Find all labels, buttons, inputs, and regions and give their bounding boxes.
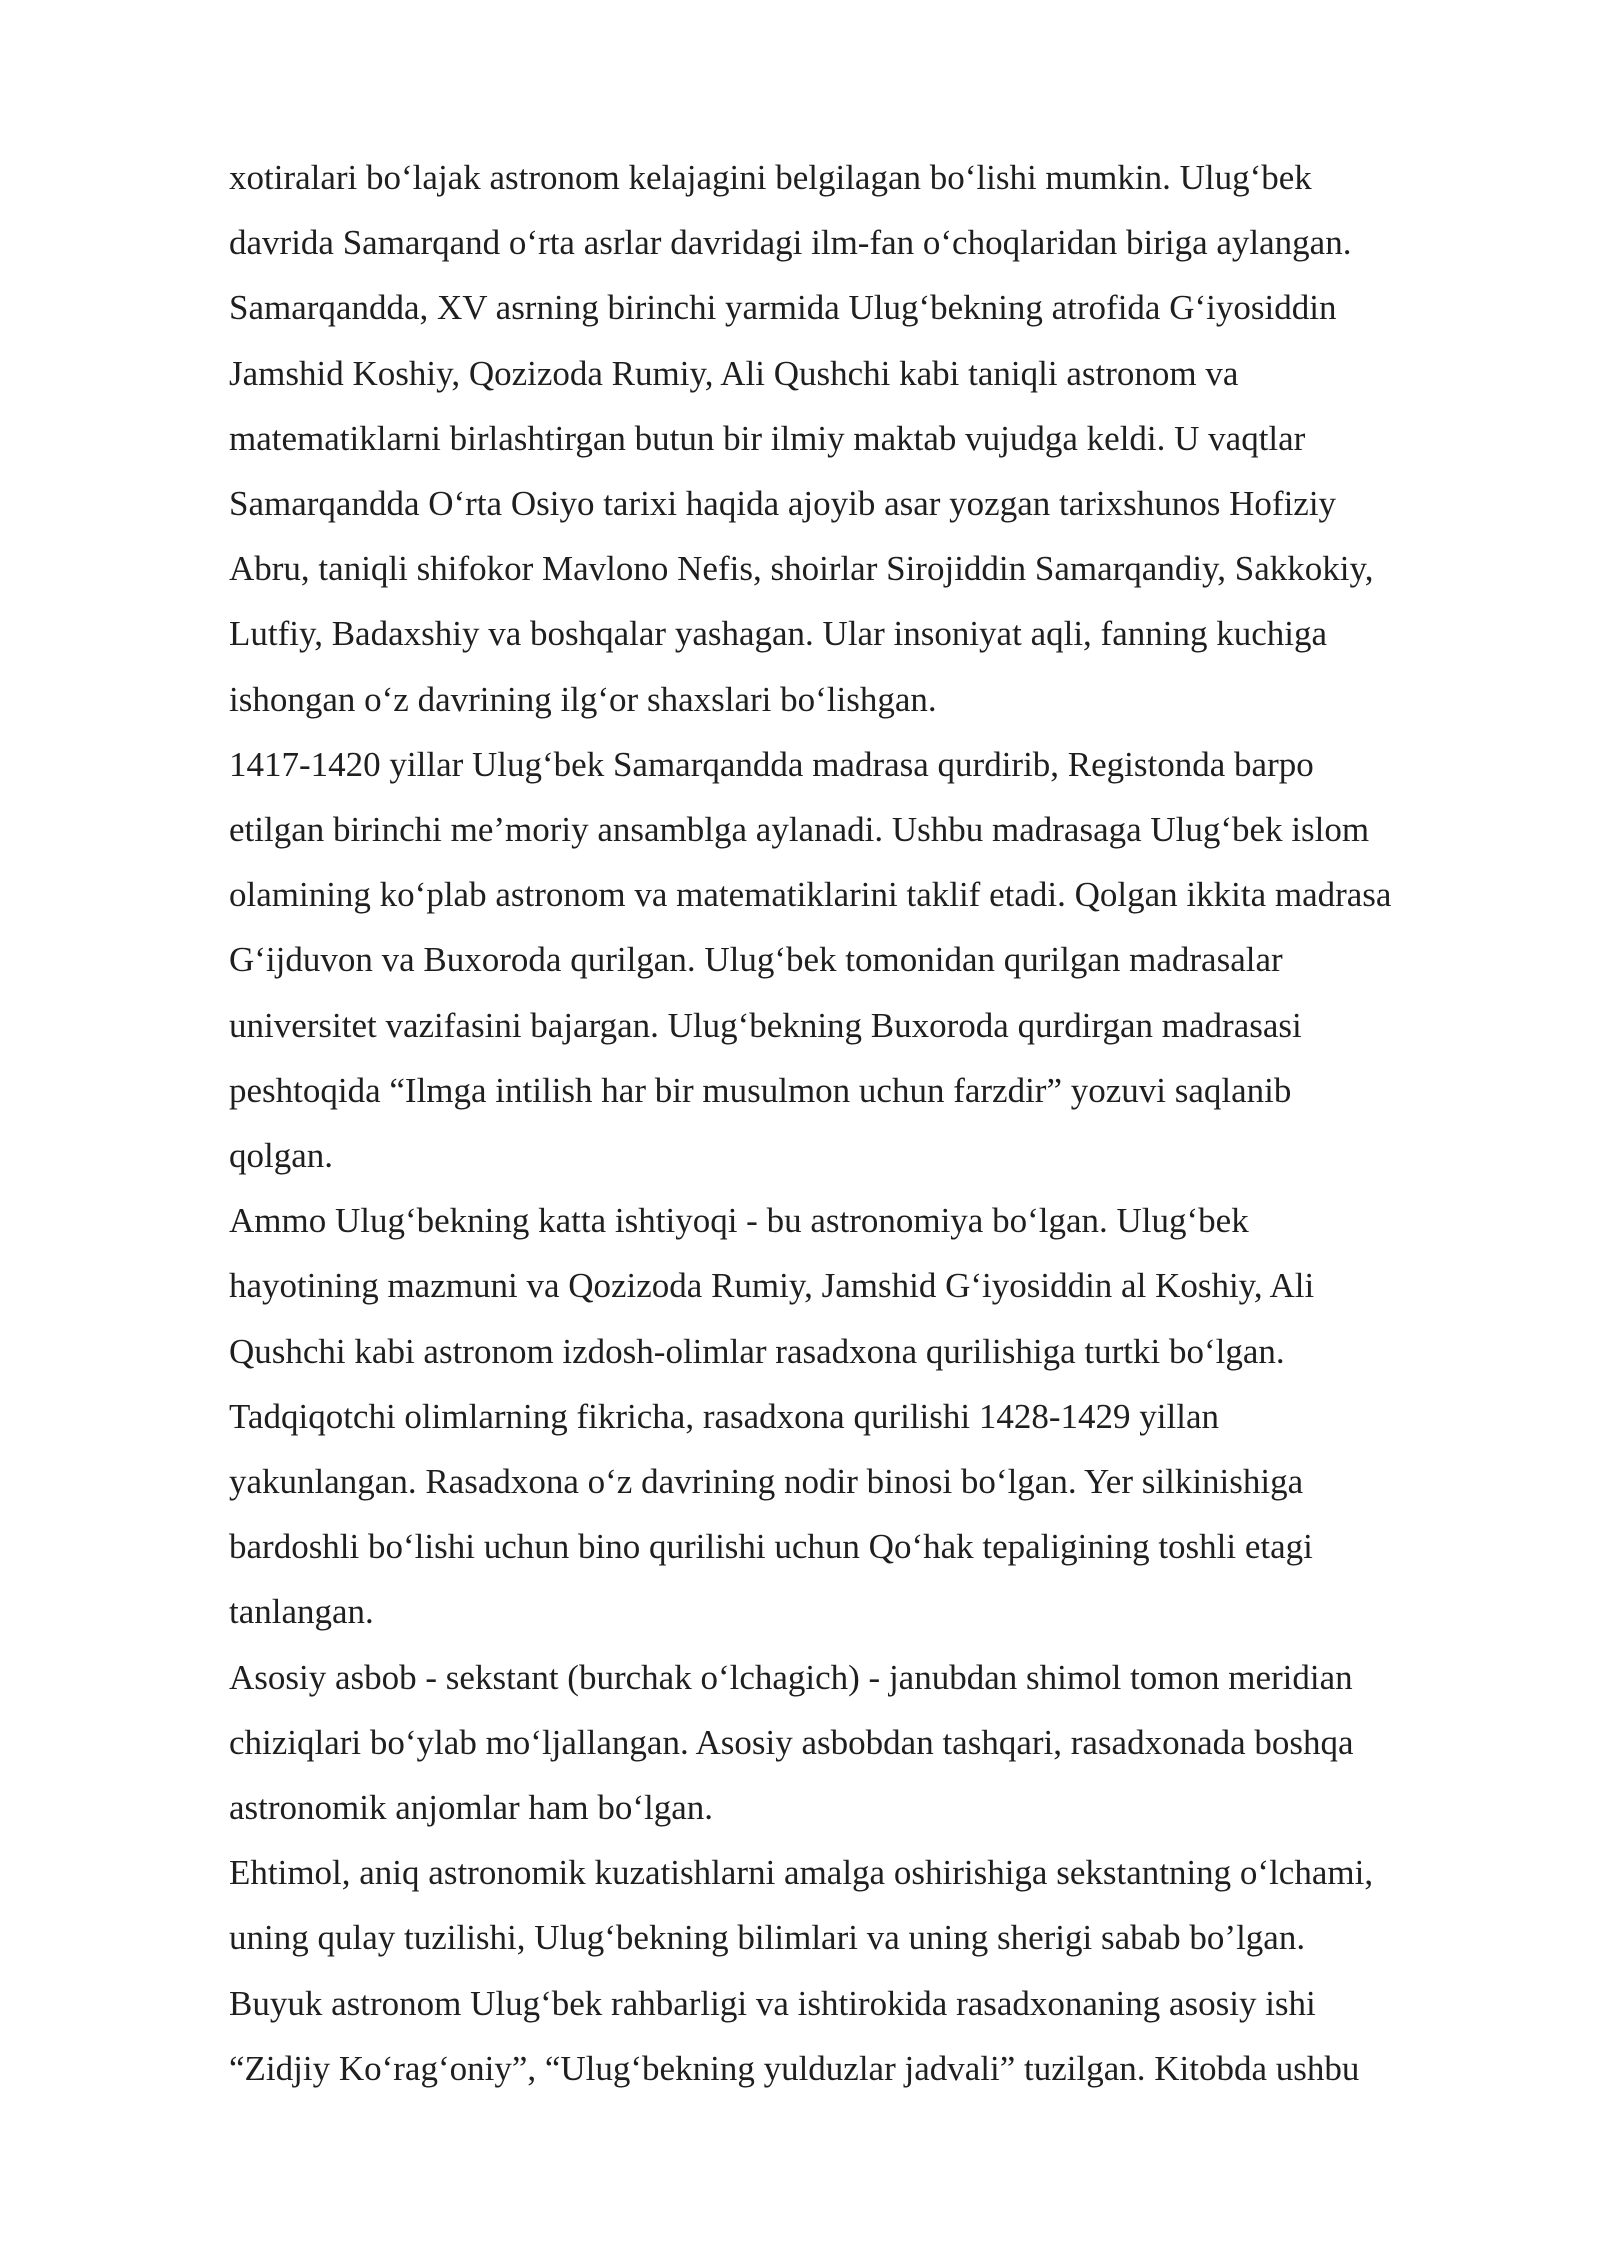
paragraph-ulugbek-samarkand-scholars xyxy=(229,145,1519,732)
text-line: G‘ijduvon va Buxoroda qurilgan. Ulug‘bek tomonidan qurilgan madrasalar xyxy=(229,940,1283,980)
text-line: Qushchi kabi astronom izdosh-olimlar rasadxona qurilishiga turtki bo‘lgan. xyxy=(229,1331,1285,1371)
text-line: yakunlangan. Rasadxona o‘z davrining nodir binosi bo‘lgan. Yer silkinishiga xyxy=(229,1462,1304,1502)
text-line: 1417-1420 yillar Ulug‘bek Samarqandda madrasa qurdirib, Registonda barpo xyxy=(229,744,1314,784)
text-line: “Zidjiy Ko‘rag‘oniy”, “Ulug‘bekning yulduzlar jadvali” tuzilgan. Kitobda ushbu xyxy=(229,2048,1360,2088)
text-line: etilgan birinchi me’moriy ansamblga aylanadi. Ushbu madrasaga Ulug‘bek islom xyxy=(229,810,1370,850)
text-line: tanlangan. xyxy=(229,1592,374,1632)
text-line: Ehtimol, aniq astronomik kuzatishlarni amalga oshirishiga sekstantning o‘lchami, xyxy=(229,1853,1374,1893)
text-line: peshtoqida “Ilmga intilish har bir musulmon uchun farzdir” yozuvi saqlanib xyxy=(229,1070,1292,1110)
text-line: astronomik anjomlar ham bo‘lgan. xyxy=(229,1788,714,1828)
text-line: bardoshli bo‘lishi uchun bino qurilishi uchun Qo‘hak tepaligining toshli etagi xyxy=(229,1527,1313,1567)
text-line: matematiklarni birlashtirgan butun bir ilmiy maktab vujudga keldi. U vaqtlar xyxy=(229,418,1306,458)
text-line: olamining ko‘plab astronom va matematiklarini taklif etadi. Qolgan ikkita madrasa xyxy=(229,875,1392,915)
paragraph-madrasas xyxy=(229,732,1519,1188)
document-body xyxy=(229,145,1519,2101)
text-line: uning qulay tuzilishi, Ulug‘bekning bilimlari va uning sherigi sabab bo’lgan. xyxy=(229,1918,1306,1958)
text-line: chiziqlari bo‘ylab mo‘ljallangan. Asosiy asbobdan tashqari, rasadxonada boshqa xyxy=(229,1722,1354,1762)
text-line: Ammo Ulug‘bekning katta ishtiyoqi - bu astronomiya bo‘lgan. Ulug‘bek xyxy=(229,1201,1249,1241)
text-line: qolgan. xyxy=(229,1136,334,1176)
text-line: Tadqiqotchi olimlarning fikricha, rasadxona qurilishi 1428-1429 yillan xyxy=(229,1396,1219,1436)
text-line: Lutfiy, Badaxshiy va boshqalar yashagan. Ular insoniyat aqli, fanning kuchiga xyxy=(229,614,1328,654)
text-line: Abru, taniqli shifokor Mavlono Nefis, shoirlar Sirojiddin Samarqandiy, Sakkokiy, xyxy=(229,549,1374,589)
paragraph-observatory xyxy=(229,1188,1519,1644)
text-line: Asosiy asbob - sekstant (burchak o‘lchagich) - janubdan shimol tomon meridian xyxy=(229,1657,1353,1697)
text-line: Jamshid Koshiy, Qozizoda Rumiy, Ali Qushchi kabi taniqli astronom va xyxy=(229,353,1239,393)
text-line: universitet vazifasini bajargan. Ulug‘bekning Buxoroda qurdirgan madrasasi xyxy=(229,1005,1302,1045)
text-line: Buyuk astronom Ulug‘bek rahbarligi va ishtirokida rasadxonaning asosiy ishi xyxy=(229,1983,1316,2023)
text-line: davrida Samarqand o‘rta asrlar davridagi ilm-fan o‘choqlaridan biriga aylangan. xyxy=(229,223,1352,263)
text-line: Samarqandda, XV asrning birinchi yarmida Ulug‘bekning atrofida G‘iyosiddin xyxy=(229,288,1337,328)
text-line: Samarqandda O‘rta Osiyo tarixi haqida ajoyib asar yozgan tarixshunos Hofiziy xyxy=(229,484,1337,524)
text-line: hayotining mazmuni va Qozizoda Rumiy, Jamshid G‘iyosiddin al Koshiy, Ali xyxy=(229,1266,1315,1306)
paragraph-sextant xyxy=(229,1645,1519,1841)
paragraph-star-tables xyxy=(229,1840,1519,2101)
text-line: ishongan o‘z davrining ilg‘or shaxslari bo‘lishgan. xyxy=(229,679,937,719)
text-line: xotiralari bo‘lajak astronom kelajagini belgilagan bo‘lishi mumkin. Ulug‘bek xyxy=(229,158,1312,197)
